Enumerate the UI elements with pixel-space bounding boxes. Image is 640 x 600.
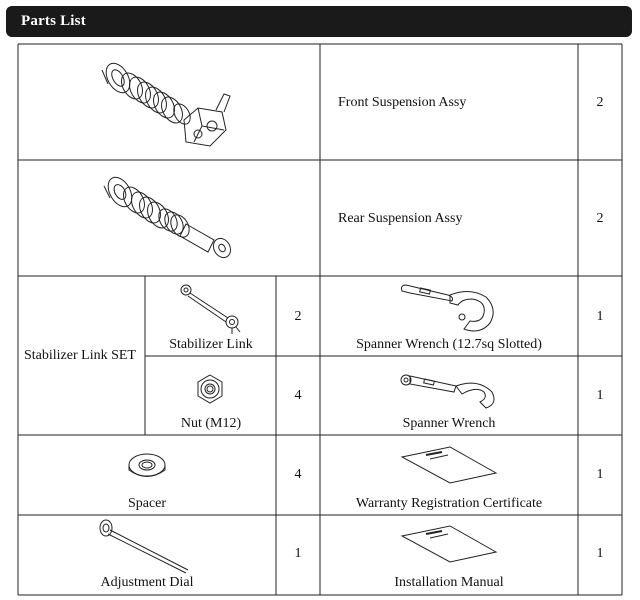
front-suspension-qty: 2 — [596, 95, 604, 110]
manual-icon — [400, 524, 498, 564]
slotted-spanner-icon — [398, 283, 498, 335]
slotted-spanner-label: Spanner Wrench (12.7sq Slotted) — [356, 337, 542, 352]
stabilizer-link-set-label: Stabilizer Link SET — [24, 348, 136, 363]
adjustment-dial-label: Adjustment Dial — [100, 575, 194, 590]
front-suspension-icon — [98, 50, 238, 158]
stabilizer-link-label: Stabilizer Link — [169, 337, 253, 352]
adjustment-dial-icon — [98, 518, 192, 574]
stabilizer-link-icon — [176, 282, 246, 334]
nut-qty: 4 — [294, 388, 302, 403]
section-title: Parts List — [21, 13, 86, 29]
adjustment-dial-qty: 1 — [294, 546, 302, 561]
document-icon — [400, 445, 498, 485]
spanner-label: Spanner Wrench — [402, 416, 496, 431]
nut-icon — [194, 373, 226, 405]
spanner-icon — [398, 372, 498, 410]
warranty-qty: 1 — [596, 467, 604, 482]
rear-suspension-label: Rear Suspension Assy — [338, 211, 463, 226]
warranty-label: Warranty Registration Certificate — [355, 496, 543, 511]
manual-label: Installation Manual — [394, 575, 504, 590]
spacer-icon — [125, 451, 169, 483]
front-suspension-label: Front Suspension Assy — [338, 95, 467, 110]
stabilizer-link-qty: 2 — [294, 309, 302, 324]
spacer-label: Spacer — [127, 496, 167, 511]
rear-suspension-icon — [98, 168, 240, 268]
manual-qty: 1 — [596, 546, 604, 561]
rear-suspension-qty: 2 — [596, 211, 604, 226]
spacer-qty: 4 — [294, 467, 302, 482]
slotted-spanner-qty: 1 — [596, 309, 604, 324]
nut-label: Nut (M12) — [180, 416, 242, 431]
spanner-qty: 1 — [596, 388, 604, 403]
